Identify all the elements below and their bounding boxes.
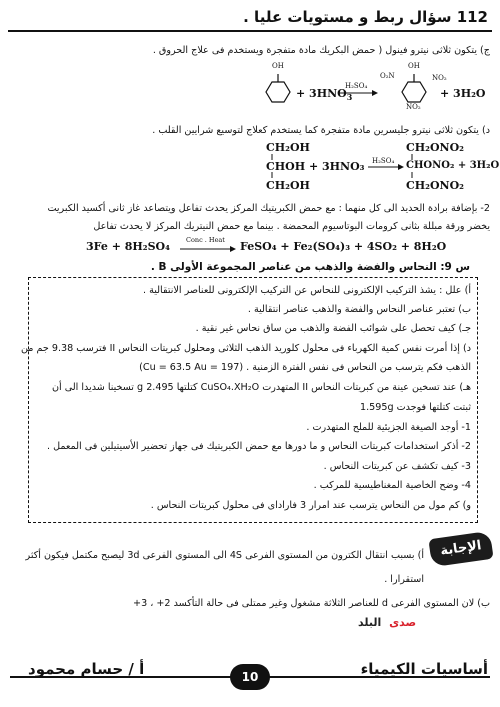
glycerol-p3: CH₂ONO₂ xyxy=(406,179,465,192)
glycerol-p1: CH₂ONO₂ xyxy=(406,141,465,154)
glycerol-r1: CH₂OH xyxy=(266,141,310,154)
glycerol-r2: CHOH + 3HNO₃ xyxy=(266,160,365,173)
footer-book-title: أساسيات الكيمياء xyxy=(360,660,488,678)
nitric-acid-term xyxy=(296,87,352,102)
phenol-ring xyxy=(266,82,290,102)
no2-bottom-label: NO₂ xyxy=(406,103,421,111)
part-j-statement: ج) يتكون ثلاثى نيترو فينول ( حمض البكريك مادة متفجرة ويستخدم فى علاج الحروق . xyxy=(152,45,490,56)
reaction-arrowhead xyxy=(372,90,378,96)
box-line-e2: ثبتت كتلتها فوجدت 1.595g xyxy=(359,402,471,413)
box-line-f: و) كم مول من النحاس يترسب عند امرار 3 فاراداى فى محلول كبريتات النحاس . xyxy=(150,500,471,511)
q2-line-1: 2- بإضافة برادة الحديد الى كل منهما : مع حمض الكبريتيك المركز يحدث تفاعل ويتصاعد غاز ثانى أكسيد الكبريت xyxy=(47,203,490,214)
catalyst-label-1: H₂SO₄ xyxy=(345,82,368,90)
o2n-label: O₂N xyxy=(380,72,395,80)
q2-line-2: يخضر ورقة مبللة بثانى كرومات البوتاسيوم المحمضة . بينما مع حمض النيتريك المركز لا يحدث تفاعل xyxy=(93,221,490,232)
picric-acid-ring xyxy=(402,82,426,102)
question-9-title: س 9: النحاس والفضة والذهب من عناصر المجموعة الأولى B . xyxy=(150,261,470,273)
question-9-box xyxy=(21,277,478,523)
answer-badge: الإجابة xyxy=(428,531,493,567)
watermark-logo xyxy=(358,616,416,629)
watermark-part-1: صدى xyxy=(389,616,417,629)
iron-reactants: 3Fe + 8H₂SO₄ xyxy=(86,240,170,253)
no2-top-label: NO₂ xyxy=(432,74,447,82)
answer-a-line-1: أ) بسبب انتقال الكترون من المستوى الفرعى 4S الى المستوى الفرعى 3d ليصبح مكتمل فيكون أكثر xyxy=(25,550,424,561)
iron-condition: Conc . Heat xyxy=(186,236,225,244)
glycerol-nitration-equation xyxy=(266,140,500,200)
watermark-part-2: البلد xyxy=(358,616,382,629)
iron-reaction-equation xyxy=(86,238,486,256)
phenol-nitration-equation xyxy=(200,60,490,112)
part-d-statement: د) يتكون ثلاثى نيترو جليسرين مادة متفجرة كما يستخدم كعلاج لتوسيع شرايين القلب . xyxy=(152,125,490,136)
glycerol-arrowhead xyxy=(398,164,404,170)
box-line-e1: هـ) عند تسخين عينة من كبريتات النحاس II المتهدرت CuSO₄.XH₂O كتلتها 2.495 g تسخينا شديدا الى أن xyxy=(51,382,471,393)
box-line-d2: الذهب فكم يترسب من النحاس فى نفس الفترة الزمنية . (Cu = 63.5 Au = 197) xyxy=(139,362,471,373)
answer-a-line-2: استقرارا . xyxy=(384,574,424,585)
box-line-c: جـ) كيف تحصل على شوائب الفضة والذهب من ساق نحاس غير نقية . xyxy=(195,323,471,334)
page-number: 10 xyxy=(230,664,270,690)
box-line-e-1: 1- أوجد الصيغة الجزيئية للملح المتهدرت . xyxy=(306,422,471,433)
nitric-acid-text: + 3HNO xyxy=(296,87,347,100)
glycerol-r3: CH₂OH xyxy=(266,179,310,192)
nitric-acid-subscript: 3 xyxy=(346,92,353,103)
iron-products: FeSO₄ + Fe₂(SO₄)₃ + 4SO₂ + 8H₂O xyxy=(240,240,447,253)
box-line-e-2: 2- أذكر استخدامات كبريتات النحاس و ما دورها مع حمض الكبريتيك فى جهاز تحضير الأسيتيلين فى المعمل . xyxy=(47,441,471,452)
page-title: 112 سؤال ربط و مستويات عليا . xyxy=(243,8,488,26)
glycerol-catalyst: H₂SO₄ xyxy=(372,157,395,165)
box-line-a: أ) علل : يشذ التركيب الإلكترونى للنحاس عن التركيب الإلكترونى للعناصر الانتقالية . xyxy=(142,285,471,296)
footer-author: أ / حسام محمود xyxy=(28,660,145,678)
phenol-oh-label: OH xyxy=(272,62,284,70)
page-header xyxy=(8,6,492,32)
glycerol-p2: CHONO₂ + 3H₂O xyxy=(406,160,500,171)
box-line-b: ب) تعتبر عناصر النحاس والفضة والذهب عناصر انتقالية . xyxy=(247,304,471,315)
box-line-e-3: 3- كيف تكشف عن كبريتات النحاس . xyxy=(323,461,471,472)
picric-oh-label: OH xyxy=(408,62,420,70)
answer-b-line-1: ب) لان المستوى الفرعى d للعناصر الثلاثة مشغول وغير ممتلى فى حالة التأكسد 2+ ، 3+ xyxy=(133,598,490,609)
box-line-e-4: 4- وضح الخاصية المغناطيسية للمركب . xyxy=(313,480,471,491)
box-line-d1: د) إذا أمرت نفس كمية الكهرباء فى محلول كلوريد الذهب الثلاثى ومحلول كبريتات النحاس II فترسب 9.38 جم من xyxy=(21,343,471,354)
water-product: + 3H₂O xyxy=(440,87,486,100)
iron-arrowhead xyxy=(230,246,236,252)
